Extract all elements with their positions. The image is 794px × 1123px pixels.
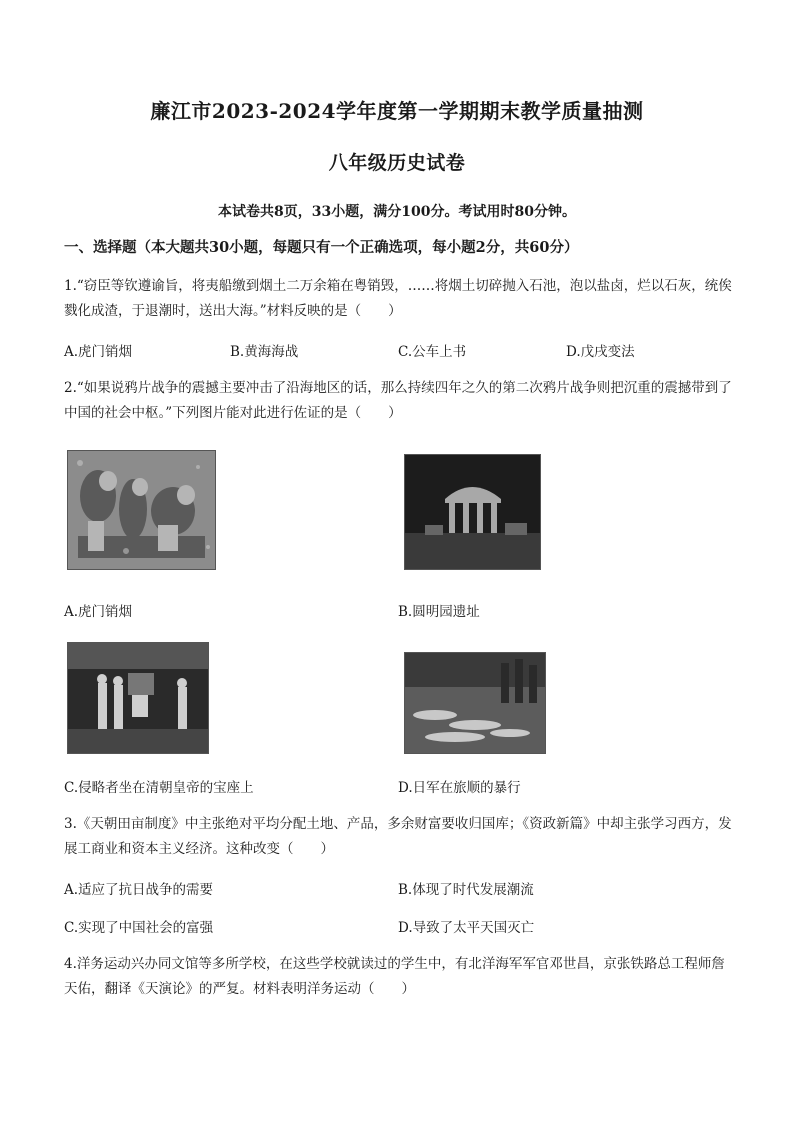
photo-humen-relief (67, 450, 216, 570)
question-4-stem: 4.洋务运动兴办同文馆等多所学校，在这些学校就读过的学生中，有北洋海军军官邓世昌，京张铁路总工程师詹天佑，翻译《天演论》的严复。材料表明洋务运动（ ） (64, 956, 725, 997)
exam-subtitle: 八年级历史试卷 (328, 152, 466, 174)
question-3-option-d[interactable]: D.导致了太平天国灭亡 (398, 920, 535, 936)
question-3-option-c[interactable]: C.实现了中国社会的富强 (64, 920, 214, 936)
question-3-option-b[interactable]: B.体现了时代发展潮流 (398, 882, 534, 898)
question-2-option-b[interactable]: B.圆明园遗址 (398, 604, 480, 620)
photo-invaders-on-throne (67, 642, 209, 754)
exam-title: 廉江市2023-2024学年度第一学期期末教学质量抽测 (150, 99, 644, 123)
question-1-option-a[interactable]: A.虎门销烟 (64, 344, 133, 360)
question-1-option-d[interactable]: D.戊戌变法 (566, 344, 635, 360)
question-2-option-d[interactable]: D.日军在旅顺的暴行 (398, 780, 521, 796)
question-3-stem: 3.《天朝田亩制度》中主张绝对平均分配土地、产品，多余财富要收归国库；《资政新篇》中却主张学习西方，发展工商业和资本主义经济。这种改变（ ） (64, 816, 732, 857)
question-1-option-b[interactable]: B.黄海海战 (230, 344, 299, 360)
question-2-option-a[interactable]: A.虎门销烟 (64, 604, 133, 620)
section-heading: 一、选择题（本大题共30小题，每题只有一个正确选项，每小题2分，共60分） (64, 239, 579, 256)
question-2-option-c[interactable]: C.侵略者坐在清朝皇帝的宝座上 (64, 780, 254, 796)
photo-yuanmingyuan-ruins (404, 454, 541, 570)
question-1-stem: 1.“窃臣等钦遵谕旨，将夷船缴到烟土二万余箱在粤销毁，……将烟土切碎抛入石池，泡以盐卤，烂以石灰，统俟戮化成渣，于退潮时，送出大海。”材料反映的是（ ） (64, 278, 732, 319)
question-1-option-c[interactable]: C.公车上书 (398, 344, 467, 360)
photo-lushun-massacre (404, 652, 546, 754)
question-2-stem: 2.“如果说鸦片战争的震撼主要冲击了沿海地区的话，那么持续四年之久的第二次鸦片战争则把沉重的震撼带到了中国的社会中枢。”下列图片能对此进行佐证的是（ ） (64, 380, 732, 421)
exam-meta: 本试卷共8页，33小题，满分100分。考试用时80分钟。 (218, 204, 576, 220)
question-3-option-a[interactable]: A.适应了抗日战争的需要 (64, 882, 214, 898)
